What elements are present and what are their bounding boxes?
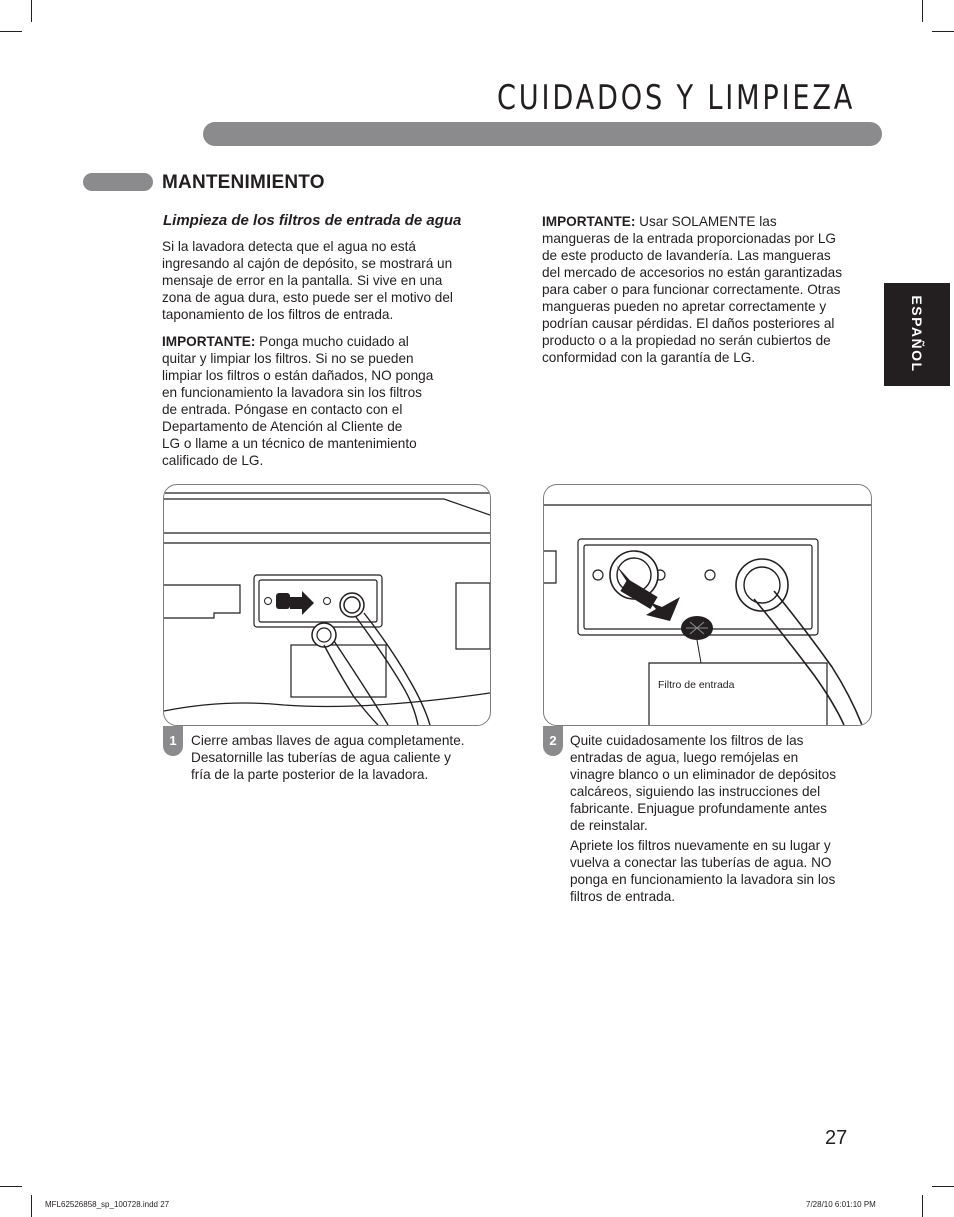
text-line: de reinstalar. xyxy=(570,818,648,833)
text-line: mensaje de error en la pantalla. Si vive en una xyxy=(162,273,443,288)
crop-mark xyxy=(932,31,954,32)
text-line: entradas de agua, luego remójelas en xyxy=(570,750,799,765)
text-line: ponga en funcionamiento la lavadora sin los xyxy=(570,872,836,887)
crop-mark xyxy=(0,31,22,32)
step-2-text-continued xyxy=(570,837,835,905)
step-2-text xyxy=(570,732,836,834)
crop-mark xyxy=(932,1186,954,1187)
crop-mark xyxy=(31,1195,32,1217)
text-line: mangueras pueden no apretar correctamente y xyxy=(542,299,827,314)
text-line: Quite cuidadosamente los filtros de las xyxy=(570,733,804,748)
step-2-badge: 2 xyxy=(543,726,563,756)
text-line: filtros de entrada. xyxy=(570,889,676,904)
language-tab-label: ESPAÑOL xyxy=(909,295,925,373)
text-line: conformidad con la garantía de LG. xyxy=(542,350,756,365)
crop-mark xyxy=(31,0,32,22)
important-label: IMPORTANTE: xyxy=(162,334,256,349)
washer-back-illustration xyxy=(164,485,490,725)
text-line: vuelva a conectar las tuberías de agua. NO xyxy=(570,855,832,870)
text-line: en funcionamiento la lavadora sin los filtros xyxy=(162,385,422,400)
crop-mark xyxy=(922,0,923,22)
right-column xyxy=(542,213,876,366)
footer-file-name: MFL62526858_sp_100728.indd 27 xyxy=(45,1200,170,1209)
text-line: zona de agua dura, esto puede ser el motivo del xyxy=(162,290,453,305)
important-label: IMPORTANTE: xyxy=(542,214,636,229)
text-line: fría de la parte posterior de la lavadora. xyxy=(191,767,429,782)
intro-paragraph xyxy=(162,238,492,323)
text-line: limpiar los filtros o están dañados, NO ponga xyxy=(162,368,434,383)
step-1-text xyxy=(191,732,465,783)
left-column xyxy=(162,238,492,469)
crop-mark xyxy=(0,1186,22,1187)
text-line: Departamento de Atención al Cliente de xyxy=(162,419,403,434)
text-line: quitar y limpiar los filtros. Si no se pueden xyxy=(162,351,414,366)
text-line: de entrada. Póngase en contacto con el xyxy=(162,402,403,417)
text-line: producto o a la propiedad no serán cubiertos de xyxy=(542,333,831,348)
text-line: fabricante. Enjuague profundamente antes xyxy=(570,801,827,816)
text-line: mangueras de la entrada proporcionadas por LG xyxy=(542,231,836,246)
text-line: Desatornille las tuberías de agua caliente y xyxy=(191,750,451,765)
important-paragraph xyxy=(162,333,492,469)
footer-timestamp: 7/28/10 6:01:10 PM xyxy=(806,1200,876,1209)
text-line: Usar SOLAMENTE las xyxy=(635,214,777,229)
text-line: para caber o para funcionar correctamente. Otras xyxy=(542,282,841,297)
text-line: Cierre ambas llaves de agua completamente. xyxy=(191,733,465,748)
text-line: Apriete los filtros nuevamente en su lugar y xyxy=(570,838,831,853)
text-line: taponamiento de los filtros de entrada. xyxy=(162,307,394,322)
text-line: Ponga mucho cuidado al xyxy=(255,334,409,349)
filter-callout-label: Filtro de entrada xyxy=(658,679,735,691)
text-line: de este producto de lavandería. Las mangueras xyxy=(542,248,831,263)
crop-mark xyxy=(922,1195,923,1217)
text-line: podrían causar pérdidas. El daños posteriores al xyxy=(542,316,835,331)
text-line: del mercado de accesorios no están garantizadas xyxy=(542,265,842,280)
figure-1-illustration xyxy=(163,484,491,726)
text-line: calcáreos, siguiendo las instrucciones del xyxy=(570,784,821,799)
page-number: 27 xyxy=(825,1127,848,1149)
section-marker xyxy=(83,173,153,191)
text-line: calificado de LG. xyxy=(162,453,264,468)
section-title: MANTENIMIENTO xyxy=(162,172,325,193)
important-paragraph xyxy=(542,213,876,366)
text-line: Si la lavadora detecta que el agua no está xyxy=(162,239,416,254)
title-bar xyxy=(203,122,882,146)
page-title: CUIDADOS Y LIMPIEZA xyxy=(497,78,856,118)
section-subtitle: Limpieza de los filtros de entrada de agua xyxy=(163,212,462,229)
text-line: LG o llame a un técnico de mantenimiento xyxy=(162,436,417,451)
text-line: vinagre blanco o un eliminador de depósitos xyxy=(570,767,837,782)
text-line: ingresando al cajón de depósito, se mostrará un xyxy=(162,256,453,271)
step-1-badge: 1 xyxy=(163,726,183,756)
